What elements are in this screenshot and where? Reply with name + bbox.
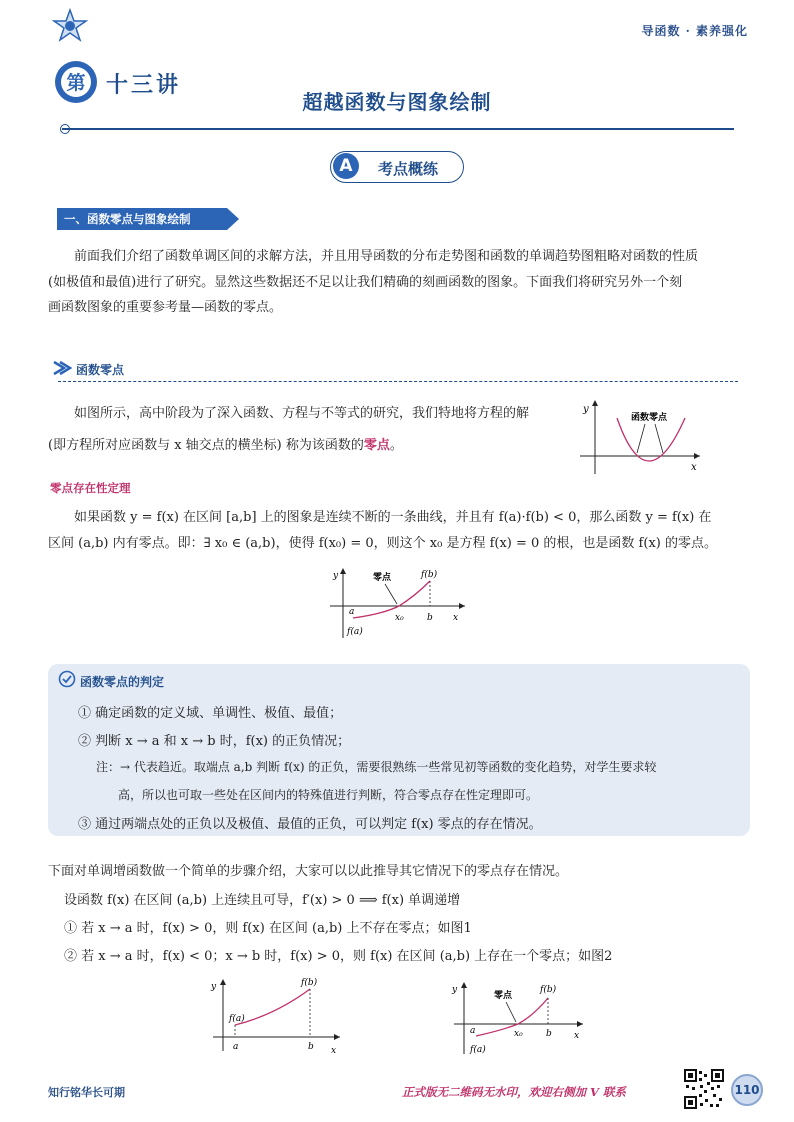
qr-code-icon[interactable] xyxy=(683,1068,725,1110)
fig1-fa: f(a) xyxy=(229,1014,245,1024)
fig1-x-arrow xyxy=(334,1034,340,1040)
fig1-fb: f(b) xyxy=(301,978,318,988)
zero-subtitle: 函数零点 xyxy=(76,363,125,377)
fig0-pointer-right xyxy=(655,424,663,453)
fig1-x: x xyxy=(331,1046,337,1056)
fig-th-x0: x₀ xyxy=(395,613,404,623)
arrow-right-icon xyxy=(52,360,72,376)
zero-line-2 xyxy=(48,430,568,462)
fig1-y: y xyxy=(211,982,217,992)
zero-figure xyxy=(575,398,705,478)
intro-line-3: 画函数图象的重要参考量—函数的零点。 xyxy=(48,300,283,315)
theorem-text xyxy=(48,505,748,556)
judge-box-title: 函数零点的判定 xyxy=(80,675,165,689)
theorem-title: 零点存在性定理 xyxy=(50,481,131,495)
page-title: 超越函数与图象绘制 xyxy=(302,90,492,114)
fig0-curve xyxy=(617,418,685,461)
fig-th-curve xyxy=(353,581,430,618)
fig2-x0: x₀ xyxy=(514,1029,523,1039)
page-number: 110 xyxy=(731,1074,763,1106)
fig2-fb: f(b) xyxy=(540,985,557,995)
title-rule xyxy=(62,128,734,130)
fig2-zero: 零点 xyxy=(494,991,513,1001)
fig2-x: x xyxy=(574,1031,580,1041)
figure-2 xyxy=(448,978,588,1058)
zero-text xyxy=(48,398,568,462)
theorem-line-1: 如果函数 y = f(x) 在区间 [a,b] 上的图象是连续不断的一条曲线，并且有 f(a)·f(b) < 0，那么函数 y = f(x) 在 xyxy=(74,510,712,525)
fig1-b: b xyxy=(308,1042,314,1052)
fig2-fa: f(a) xyxy=(470,1045,486,1055)
fig0-y-label: y xyxy=(583,404,589,415)
steps-assume: 设函数 f(x) 在区间 (a,b) 上连续且可导，f′(x) > 0 ⟹ f(x) 单调递增 xyxy=(64,893,461,908)
intro-paragraph xyxy=(48,244,748,321)
lecture-number: 十三讲 xyxy=(106,73,182,98)
fig2-b: b xyxy=(546,1029,552,1039)
steps-case-1: ① 若 x → a 时，f(x) > 0，则 f(x) 在区间 (a,b) 上不存在零点；如图1 xyxy=(64,921,472,936)
fig1-y-arrow xyxy=(220,979,226,985)
check-circle-icon xyxy=(58,670,76,688)
fig-th-y: y xyxy=(333,571,339,581)
fig0-pointer-left xyxy=(637,424,645,453)
judge-item-1: ① 确定函数的定义域、单调性、极值、最值； xyxy=(78,706,343,721)
footer-notice: 正式版无二维码无水印，欢迎右侧加 V 联系 xyxy=(402,1085,626,1099)
fig2-a: a xyxy=(470,1026,476,1036)
fig0-y-arrow xyxy=(592,400,598,406)
fig0-x-arrow xyxy=(694,453,700,459)
section-a-label: 考点概练 xyxy=(378,160,439,178)
fig-th-x: x xyxy=(453,613,459,623)
fig2-y: y xyxy=(452,985,458,995)
figure-1 xyxy=(205,975,345,1057)
section-a-letter: A xyxy=(333,153,359,179)
judge-item-2: ② 判断 x → a 和 x → b 时，f(x) 的正负情况； xyxy=(78,734,351,749)
logo-icon xyxy=(50,8,90,44)
fig-th-x-arrow xyxy=(459,603,465,609)
judge-note-2: 高，所以也可取一些处在区间内的特殊值进行判断，符合零点存在性定理即可。 xyxy=(118,788,539,802)
svg-text:第: 第 xyxy=(66,72,86,94)
fig2-curve xyxy=(476,998,548,1036)
dashed-divider xyxy=(58,381,738,382)
zero-line-2a: (即方程所对应函数与 x 轴交点的横坐标) 称为该函数的 xyxy=(48,438,364,453)
fig1-a: a xyxy=(233,1042,239,1052)
fig2-x-arrow xyxy=(577,1021,583,1027)
zero-keyword: 零点 xyxy=(363,438,390,453)
theorem-line-2: 区间 (a,b) 内有零点。即：∃ x₀ ∈ (a,b)，使得 f(x₀) = 0，则这个 x₀ 是方程 f(x) = 0 的根，也是函数 f(x) 的零点。 xyxy=(48,535,717,551)
fig2-pointer xyxy=(506,1002,516,1022)
fig2-y-arrow xyxy=(461,982,467,988)
fig0-x-label: x xyxy=(691,462,697,473)
judge-item-3: ③ 通过两端点处的正负以及极值、最值的正负，可以判定 f(x) 零点的存在情况。 xyxy=(78,817,542,832)
fig-th-y-arrow xyxy=(340,568,346,574)
theorem-figure xyxy=(325,566,470,642)
fig-th-fa: f(a) xyxy=(347,627,363,637)
zero-line-2c: 。 xyxy=(389,438,403,453)
fig-th-pointer xyxy=(385,584,397,604)
zero-line-1: 如图所示，高中阶段为了深入函数、方程与不等式的研究，我们特地将方程的解 xyxy=(74,406,530,421)
intro-line-2: (如极值和最值)进行了研究。显然这些数据还不足以让我们精确的刻画函数的图象。下面我们将研究另外一个刻 xyxy=(48,274,683,290)
intro-line-1: 前面我们介绍了函数单调区间的求解方法，并且用导函数的分布走势图和函数的单调趋势图粗略对函数的性质 xyxy=(74,249,699,264)
section-banner-title: 一、函数零点与图象绘制 xyxy=(64,212,191,226)
steps-intro: 下面对单调增函数做一个简单的步骤介绍，大家可以以此推导其它情况下的零点存在情况。 xyxy=(48,864,569,879)
fig-th-b: b xyxy=(427,613,433,623)
judge-note-1: 注：→ 代表趋近。取端点 a,b 判断 f(x) 的正负，需要很熟练一些常见初等函数的变化趋势，对学生要求较 xyxy=(96,760,657,774)
fig-th-fb: f(b) xyxy=(421,570,438,580)
footer-slogan: 知行铭华长可期 xyxy=(48,1086,125,1099)
fig-th-zero: 零点 xyxy=(373,573,392,583)
fig-th-a: a xyxy=(349,607,355,617)
steps-case-2: ② 若 x → a 时，f(x) < 0；x → b 时，f(x) > 0，则 f(x) 在区间 (a,b) 上存在一个零点；如图2 xyxy=(64,949,613,964)
fig0-label: 函数零点 xyxy=(631,413,668,423)
fig1-curve xyxy=(235,989,310,1025)
header-course-label: 导函数 · 素养强化 xyxy=(641,24,748,38)
